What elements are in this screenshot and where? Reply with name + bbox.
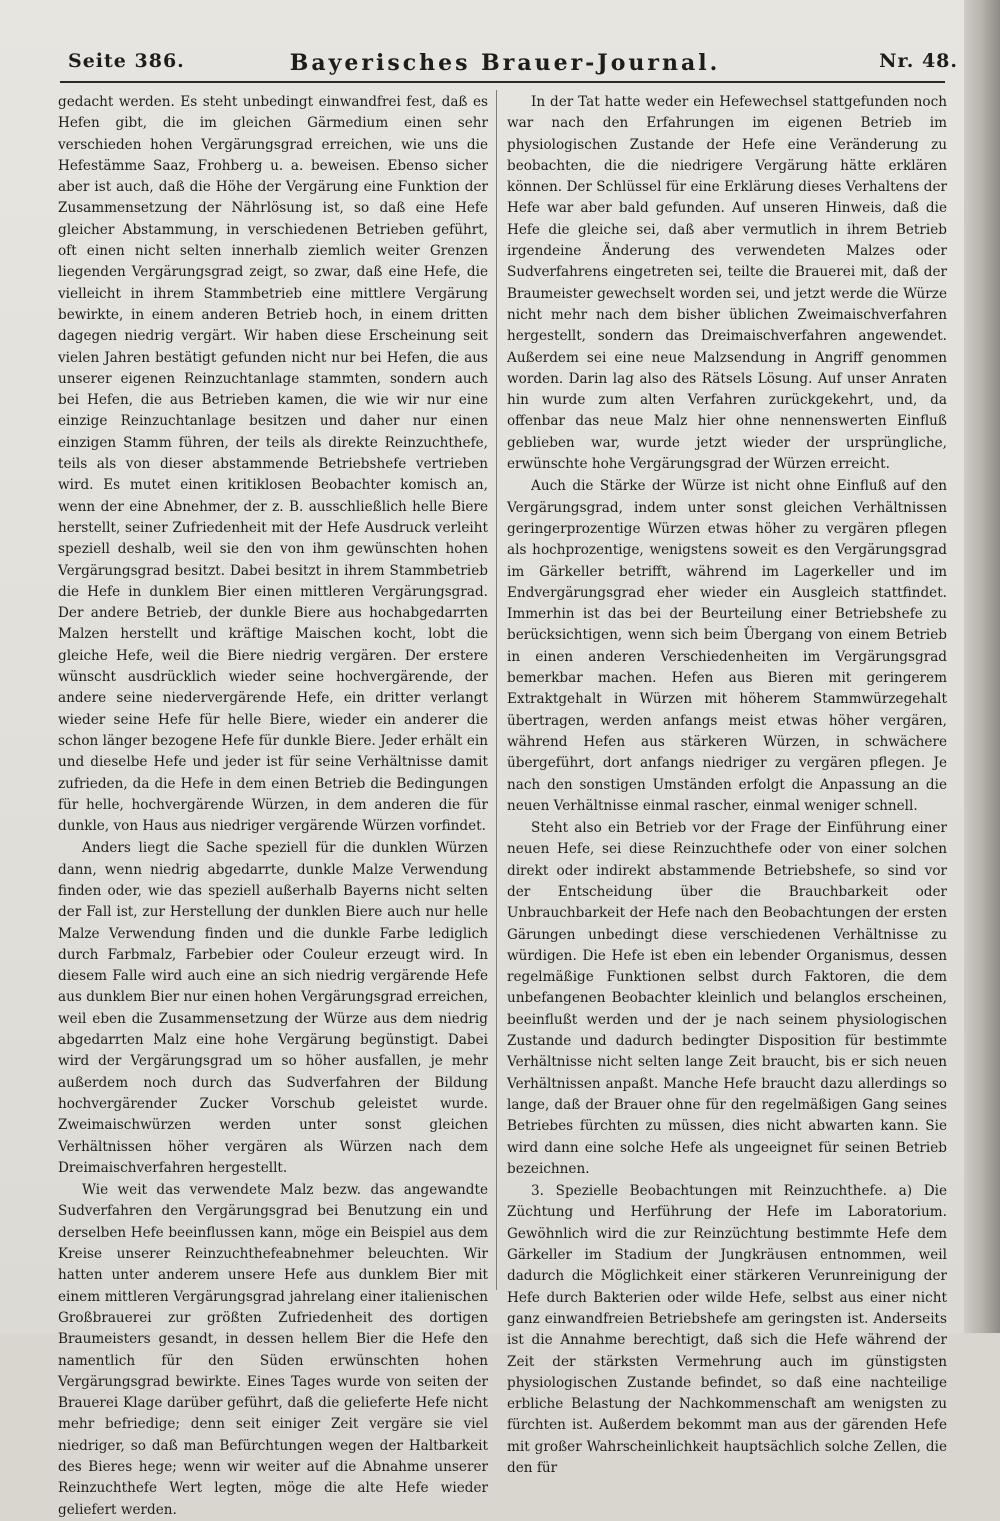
- page-header: [40, 50, 970, 84]
- page-edge-shadow: [964, 0, 1000, 1333]
- paragraph: Wie weit das verwendete Malz bezw. das angewandte Sudverfahren den Vergärungsgrad bei Benutzung ein und derselben Hefe beeinflussen kann, möge ein Beispiel aus dem Kreise unserer Reinzuchthefeabnehmer beleuchten. Wir hatten unter anderem unsere Hefe aus dunklem Bier mit einem mittleren Vergärungsgrad jahrelang einer italienischen Großbrauerei zur größten Zufriedenheit des dortigen Braumeisters gesandt, in dessen hellem Bier die Hefe den namentlich für den Süden erwünschten hohen Vergärungsgrad bewirkte. Eines Tages wurde von seiten der Brauerei Klage darüber geführt, daß die gelieferte Hefe nicht mehr befriedige; denn seit einiger Zeit vergäre sie viel niedriger, so daß man Befürchtungen wegen der Haltbarkeit des Bieres hege; wenn wir weiter auf die Abnahme unserer Reinzuchthefe Wert legten, möge die alte Hefe wieder geliefert werden.: [58, 1182, 488, 1518]
- header-rule: [60, 81, 945, 83]
- page-number: Seite 386.: [68, 50, 185, 72]
- paragraph: In der Tat hatte weder ein Hefewechsel stattgefunden noch war nach den Erfahrungen im eigenen Betrieb im physiologischen Zustande der Hefe eine Veränderung zu beobachten, die die niedrigere Vergärung hätte erklären können. Der Schlüssel für eine Erklärung dieses Verhaltens der Hefe war aber bald gefunden. Auf unseren Hinweis, daß die Hefe die gleiche sei, daß aber vermutlich in ihrem Betrieb irgendeine Änderung des verwendeten Malzes oder Sudverfahrens eingetreten sei, teilte die Brauerei mit, daß der Braumeister gewechselt worden sei, und jetzt werde die Würze nicht mehr nach dem bisher üblichen Zweimaischverfahren hergestellt, sondern das Dreimaischverfahren angewendet. Außerdem sei eine neue Malzsendung in Angriff genommen worden. Darin lag also des Rätsels Lösung. Auf unser Anraten hin wurde zum alten Verfahren zurückgekehrt, und, da offenbar das neue Malz hier ohne nennenswerten Einfluß geblieben war, wurde jetzt wieder der ursprüngliche, erwünschte hohe Vergärungsgrad der Würzen erreicht.: [507, 94, 947, 473]
- paragraph: Auch die Stärke der Würze ist nicht ohne Einfluß auf den Vergärungsgrad, indem unter sonst gleichen Verhältnissen geringerprozentige Würzen etwas höher zu vergären pflegen als hochprozentige, wenigstens soweit es den Vergärungsgrad im Gärkeller betrifft, während im Lagerkeller und im Endvergärungsgrad eher wieder ein Ausgleich stattfindet. Immerhin ist das bei der Beurteilung einer Betriebshefe zu berücksichtigen, wenn sich beim Übergang von einem Betrieb in einen anderen Verschiedenheiten im Vergärungsgrad bemerkbar machen. Hefen aus Bieren mit geringerem Extraktgehalt in Würzen mit höherem Stammwürzegehalt übertragen, werden anfangs meist etwas höher vergären, während Hefen aus stärkeren Würzen, in schwächere übergeführt, dort anfangs niedriger zu vergären pflegen. Je nach den sonstigen Umständen erfolgt die Anpassung an die neuen Verhältnisse einmal rascher, einmal weniger schnell.: [507, 478, 947, 814]
- issue-number: Nr. 48.: [879, 50, 958, 72]
- paragraph: gedacht werden. Es steht unbedingt einwandfrei fest, daß es Hefen gibt, die im gleichen Gärmedium einen sehr verschieden hohen Vergärungsgrad erreichen, wie uns die Hefestämme Saaz, Frohberg u. a. beweisen. Ebenso sicher aber ist auch, daß die Höhe der Vergärung eine Funktion der Zusammensetzung der Nährlösung ist, so daß eine Hefe gleicher Abstammung, in verschiedenen Betrieben geführt, oft einen nicht selten innerhalb ziemlich weiter Grenzen liegenden Vergärungsgrad zeigt, so zwar, daß eine Hefe, die vielleicht in ihrem Stammbetrieb eine mittlere Vergärung bewirkte, in einem anderen Betrieb hoch, in einem dritten dagegen niedrig vergärt. Wir haben diese Erscheinung seit vielen Jahren bestätigt gefunden nicht nur bei Hefen, die aus unserer eigenen Reinzuchtanlage stammten, sondern auch bei Hefen, die aus Betrieben kamen, die wie wir nur eine einzige Reinzuchtanlage besitzen und daher nur einen einzigen Stamm führen, der teils als direkte Reinzuchthefe, teils als von dieser abstammende Betriebshefe vertrieben wird. Es mutet einen kritiklosen Beobachter komisch an, wenn der eine Abnehmer, der z. B. ausschließlich helle Biere herstellt, seiner Zufriedenheit mit der Hefe Ausdruck verleiht speziell deshalb, weil sie den von ihm gewünschten hohen Vergärungsgrad besitzt. Dabei besitzt in ihrem Stammbetrieb die Hefe in dunklem Bier einen mittleren Vergärungsgrad. Der andere Betrieb, der dunkle Biere aus hochabgedarrten Malzen herstellt und kräftige Maischen kocht, lobt die gleiche Hefe, weil die Biere niedrig vergären. Der erstere wünscht ausdrücklich wieder seine hochvergärende, der andere seine niedervergärende Hefe, ein dritter verlangt wieder seine Hefe für helle Biere, wieder ein anderer die schon länger bezogene Hefe für dunkle Biere. Jeder erhält ein und dieselbe Hefe und jeder ist für seine Verhältnisse damit zufrieden, da die Hefe in dem einen Betrieb die Bedingungen für helle, hochvergärende Würzen, in dem anderen die für dunkle, von Haus aus niedriger vergärende Würzen vorfindet.: [58, 94, 488, 835]
- paragraph: Steht also ein Betrieb vor der Frage der Einführung einer neuen Hefe, sei diese Reinzuchthefe oder von einer solchen direkt oder indirekt abstammende Betriebshefe, so sind vor der Entscheidung über die Brauchbarkeit oder Unbrauchbarkeit der Hefe nach den Beobachtungen der ersten Gärungen unbedingt diese verschiedenen Verhältnisse zu würdigen. Die Hefe ist eben ein lebender Organismus, dessen regelmäßige Funktionen selbst durch Faktoren, die dem unbefangenen Beobachter kleinlich und belanglos erscheinen, beeinflußt werden und der je nach seinem physiologischen Zustande und dadurch bedingter Disposition für bestimmte Verhältnisse nicht selten lange Zeit braucht, bis er sich neuen Verhältnissen anpaßt. Manche Hefe braucht dazu allerdings so lange, daß der Brauer ohne für den regelmäßigen Gang seines Betriebes fürchten zu müssen, dies nicht abwarten kann. Sie wird dann eine solche Hefe als ungeeignet für seinen Betrieb bezeichnen.: [507, 820, 947, 1177]
- paragraph: 3. Spezielle Beobachtungen mit Reinzuchthefe. a) Die Züchtung und Herführung der Hefe im Laboratorium. Gewöhnlich wird die zur Reinzüchtung bestimmte Hefe dem Gärkeller im Stadium der Jungkräusen entnommen, weil dadurch die Möglichkeit einer stärkeren Verunreinigung der Hefe durch Bakterien oder wilde Hefe, selbst aus einer nicht ganz einwandfreien Betriebshefe am geringsten ist. Anderseits ist die Annahme berechtigt, daß sich die Hefe während der Zeit der stärksten Vermehrung auch im günstigsten physiologischen Zustande befindet, so daß eine nachteilige erbliche Belastung der Nachkommenschaft am wenigsten zu fürchten ist. Außerdem bekommt man aus der gärenden Hefe mit großer Wahrscheinlichkeit hauptsächlich solche Zellen, die den für: [507, 1183, 947, 1476]
- right-column: [507, 92, 947, 1476]
- paragraph: Anders liegt die Sache speziell für die dunklen Würzen dann, wenn niedrig abgedarrte, dunkle Malze Verwendung finden oder, wie das speziell außerhalb Bayerns nicht selten der Fall ist, zur Herstellung der dunklen Biere auch nur helle Malze Verwendung finden und die dunkle Farbe lediglich durch Farbmalz, Farbebier oder Couleur erzeugt wird. In diesem Falle wird auch eine an sich niedrig vergärende Hefe aus dunklem Bier nur einen hohen Vergärungsgrad erreichen, weil eben die Zusammensetzung der Würze aus dem niedrig abgedarrten Malz eine hohe Vergärung begünstigt. Dabei wird der Vergärungsgrad um so höher ausfallen, je mehr außerdem noch durch das Sudverfahren der Bildung hochvergärender Zucker Vorschub geleistet wurde. Zweimaischwürzen werden unter sonst gleichen Verhältnissen höher vergären als Würzen nach dem Dreimaischverfahren hergestellt.: [58, 840, 488, 1176]
- column-divider: [496, 90, 497, 1290]
- left-column: [58, 92, 488, 1518]
- journal-title: Bayerisches Brauer-Journal.: [289, 50, 721, 76]
